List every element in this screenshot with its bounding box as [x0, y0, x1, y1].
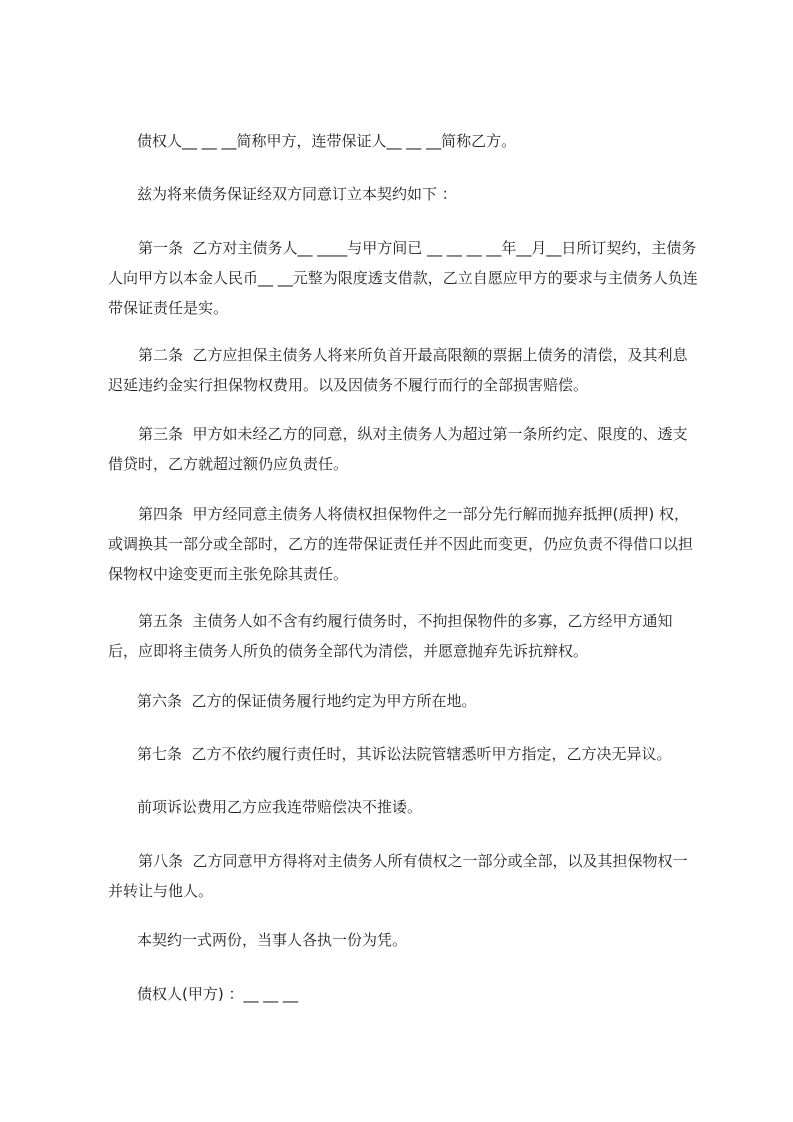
article-6: 第六条 乙方的保证债务履行地约定为甲方所在地。	[137, 692, 477, 710]
article-3: 第三条 甲方如未经乙方的同意，纵对主债务人为超过第一条所约定、限度的、透支借贷时，乙方就超过额仍应负责任。	[108, 425, 688, 473]
article-8: 第八条 乙方同意甲方得将对主债务人所有债权之一部分或全部，以及其担保物权一并转让与他人。	[108, 852, 688, 900]
article-1: 第一条 乙方对主债务人__ ____与甲方间已 __ __ __ __年__月__日所订契约，主债务人向甲方以本金人民币__ __元整为限度透支借款，乙立自愿应甲方的要求与主债务人负连带保证责任是实。	[108, 239, 698, 317]
article-4: 第四条 甲方经同意主债务人将债权担保物件之一部分先行解而抛弃抵押(质押) 权，或调换其一部分或全部时，乙方的连带保证责任并不因此而变更，仍应负责不得借口以担保物权中途变更而主张免除其责任。	[108, 505, 694, 583]
signature-creditor: 债权人(甲方) ：__ __ __	[137, 985, 299, 1003]
copies-clause: 本契约一式两份，当事人各执一份为凭。	[137, 931, 408, 949]
article-7: 第七条 乙方不依约履行责任时，其诉讼法院管辖悉听甲方指定，乙方决无异议。	[137, 745, 672, 763]
article-7-costs: 前项诉讼费用乙方应我连带赔偿决不推诿。	[137, 798, 423, 816]
article-2: 第二条 乙方应担保主债务人将来所负首开最高限额的票据上债务的清偿，及其利息迟延违约金实行担保物权费用。以及因债务不履行而行的全部损害赔偿。	[108, 346, 688, 394]
article-5: 第五条 主债务人如不含有约履行债务时，不拘担保物件的多寡，乙方经甲方通知后，应即将主债务人所负的债务全部代为清偿，并愿意抛弃先诉抗辩权。	[108, 612, 673, 660]
intro-agreement: 兹为将来债务保证经双方同意订立本契约如下 ：	[137, 185, 457, 203]
intro-parties: 债权人__ __ __简称甲方，连带保证人__ __ __简称乙方。	[137, 132, 517, 150]
